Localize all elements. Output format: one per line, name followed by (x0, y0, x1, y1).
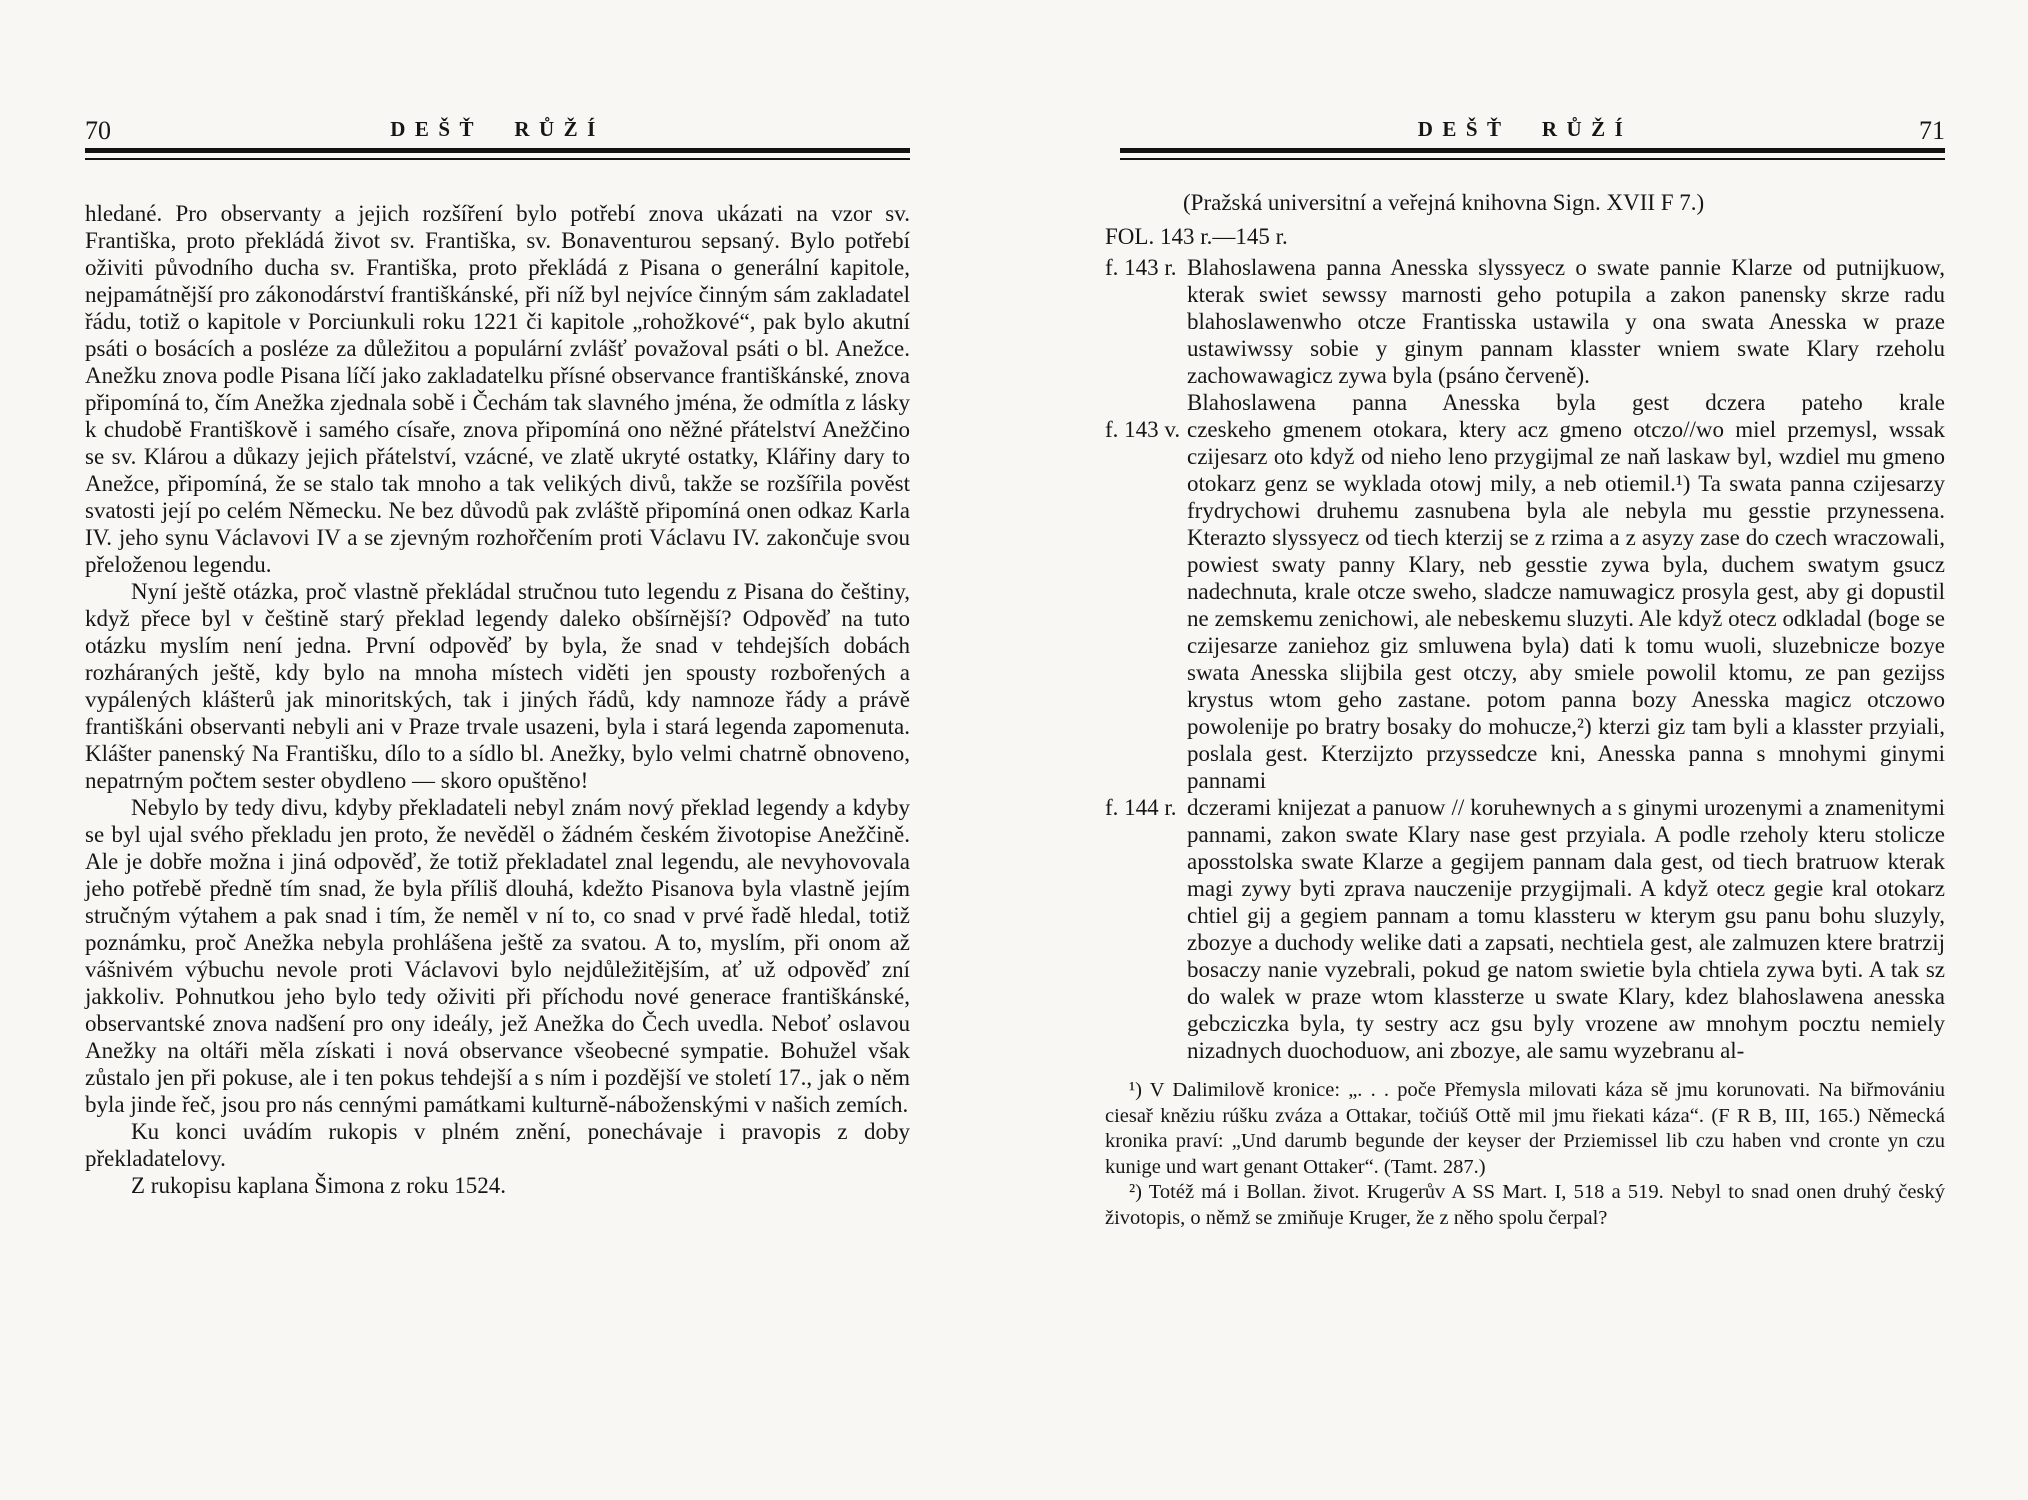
left-header-rule-thick (85, 148, 910, 153)
folio-entry-text: czeskeho gmenem otokara, ktery acz gmeno otczo//wo miel przemysl, wssak czijesarz oto když od nieho leno przygijmal ze naň laskaw byl, wzdiel mu gmeno otokarz genz se wyklada otowj mily, a neb otiemil.¹) Ta swata panna czijesarzy frydrychowi druhemu zasnubena byla ale nebyla mu gesstie przynessena. Kterazto slyssyecz od tiech kterzij se z rzima a z asyzy zase do czech wraczowali, powiest swaty panny Klary, neb gesstie zywa byla, duchem swatym gsucz nadechnuta, krale otcze sweho, sladcze namuwagicz prosyla gest, aby gi dopustil ne zemskemu zenichowi, ale nebeskemu sluzyti. Ale když otecz odkladal (boge se czijesarze zaniehoz giz smluwena byla) dati k tomu wuoli, sluzebnicze bozye swata Anesska slijbila gest otczy, aby smiele powolil ktomu, ze pan gezijss krystus wtom geho zastane. potom panna bozy Anesska magicz otczowo powolenije po bratry bosaky do mohucze,²) kterzi giz tam byli a klasster przyiali, poslala gest. Kterzijzto przyssedcze kni, Anesska panna s mnohymi ginymi pannami (1187, 417, 1945, 793)
folio-label: f. 143 r. (1105, 255, 1177, 280)
left-page-number: 70 (85, 116, 111, 145)
left-running-title: DEŠŤ RŮŽÍ (390, 117, 605, 141)
right-running-title: DEŠŤ RŮŽÍ (1417, 117, 1633, 141)
manuscript-source-line: (Pražská universitní a veřejná knihovna Sign. XVII F 7.) (1183, 190, 1705, 215)
paragraph: Ku konci uvádím rukopis v plném znění, ponechávaje i pravopis z doby překladatelovy. (85, 1119, 910, 1171)
left-page-header (85, 100, 910, 148)
folio-entry (1105, 389, 1945, 416)
paragraph: Z rukopisu kaplana Šimona z roku 1524. (131, 1173, 506, 1198)
right-page-header (1105, 100, 1945, 148)
left-page-body (85, 200, 910, 1199)
paragraph: hledané. Pro observanty a jejich rozšíření bylo potřebí znova ukázati na vzor sv. Františka, proto překládá život sv. Františka, sv. Bonaventurou sepsaný. Bylo potřebí oživiti původního ducha sv. Františka, proto překládá z Pisana o generální kapitole, nejpamátnější pro zákonodárství františkánské, při níž byl nejvíce činným sám zakladatel řádu, totiž o kapitole v Porciunkuli roku 1221 či kapitole „rohožkové“, pak bylo akutní psáti o bosácích a posléze za důležitou a populární zvlášť považoval psáti o bl. Anežce. Anežku znova podle Pisana líčí jako zakladatelku přísné observance františkánské, znova připomíná to, čím Anežka zjednala sobě i Čechám tak slavného jména, že odmítla z lásky k chudobě Františkově i samého císaře, znova připomíná ono něžné přátelství Anežčino se sv. Klárou a důkazy jejich přátelství, vzácné, ve zlatě ukryté ostatky, Klářiny dary to Anežce, připomíná, že se stalo tak mnoho a tak velikých divů, takže se rozšířila pověst svatosti její po celém Německu. Ne bez důvodů pak zvláště připomíná onen odkaz Karla IV. jeho synu Václavovi IV a se zjevným rozhořčením proti Václavu IV. zakončuje svou přeloženou legendu. (85, 201, 910, 577)
folio-label: f. 143 v. (1105, 417, 1181, 442)
folio-entry (1105, 794, 1945, 1064)
page-left (85, 100, 910, 1199)
left-header-rule-thin (85, 158, 910, 160)
folio-range-line: FOL. 143 r.—145 r. (1105, 224, 1288, 249)
page-right (1105, 100, 1945, 1231)
right-page-number: 71 (1919, 116, 1945, 145)
footnotes-block (1105, 1078, 1945, 1231)
paragraph: Nyní ještě otázka, proč vlastně překládal stručnou tuto legendu z Pisana do češtiny, když přece byl v češtině starý překlad legendy daleko obšírnější? Odpověď na tuto otázku myslím není jedna. První odpověď by byla, že snad v tehdejších dobách rozháraných ještě, kdy bylo na mnoha místech viděti jen spousty rozbořených a vypálených klášterů jak minoritských, tak i jiných řádů, kdy namnoze řády a právě františkáni observanti nebyli ani v Praze trvale usazeni, byla i stará legenda zapomenuta. Klášter panenský Na Františku, dílo to a sídlo bl. Anežky, bylo velmi chatrně obnoveno, nepatrným počtem sester obydleno — skoro opuštěno! (85, 579, 910, 793)
folio-entry-text: Blahoslawena panna Anesska slyssyecz o swate pannie Klarze od putnijkuow, kterak swiet sewssy marnosti geho potupila a zakon panensky skrze radu blahoslawenwho otcze Frantisska ustawila y ona swata Anesska w praze ustawiwssy sobie y ginym pannam klasster wniem swate Klary rzeholu zachowawagicz zywa byla (psáno červeně). (1187, 255, 1945, 388)
folio-entry-text: dczerami knijezat a panuow // koruhewnych a s ginymi urozenymi a znamenitymi pannami, zakon swate Klary nase gest przyiala. A podle rzeholy kteru stolicze aposstolska swate Klarze a gegijem pannam dala gest, od tiech bratruow kterak magi zywy byti zprava nauczenije przygijmali. A když otecz gegie kral otokarz chtiel gij a gegiem pannam a tomu klassteru w kterym gsu panu bohu sluzyly, zbozye a duchody welike dati a zapsati, nechtiela gest, ale zalmuzen ktere bratrzij bosaczy nanie vyzebrali, pokud ge natom swietie byla chtiela zywa byti. A tak sz do walek w praze wtom klassterze u swate Klary, kdez blahoslawena anesska gebcziczka byla, ty sestry acz gsu byly vrozene aw mnohym pocztu nemiely nizadnych duochoduow, ani zbozye, ale samu wyzebranu al- (1187, 795, 1945, 1063)
folio-entry (1105, 416, 1945, 794)
folio-entry (1105, 254, 1945, 389)
footnote: ¹) V Dalimilově kronice: „. . . poče Přemysla milovati káza sě jmu korunovati. Na biřmovániu ciesař kněziu rúšku zváza a Ottakar, točiúš Ottě mil jmu řiekati káza“. (F R B, III, 165.) Německá kronika praví: „Und darumb begunde der keyser der Prziemissel lib czu haben vnd cronte yn czu kunige und wart genant Ottaker“. (Tamt. 287.) (1105, 1079, 1945, 1178)
right-header-rule-thick (1120, 148, 1945, 153)
folio-label (1105, 389, 1187, 416)
footnote: ²) Totéž má i Bollan. život. Krugerův A SS Mart. I, 518 a 519. Nebyl to snad onen druhý český životopis, o němž se zmiňuje Kruger, že z něho spolu čerpal? (1105, 1181, 1945, 1229)
folio-label: f. 144 r. (1105, 795, 1177, 820)
paragraph: Nebylo by tedy divu, kdyby překladateli nebyl znám nový překlad legendy a kdyby se byl ujal svého překladu jen proto, že nevěděl o žádném českém životopise Anežčině. Ale je dobře možna i jiná odpověď, že totiž překladatel znal legendu, ale nevyhovovala jeho potřebě předně tím snad, že byla příliš dlouhá, kdežto Pisanova byla vlastně jejím stručným výtahem a pak snad i tím, že neměl v ní to, co snad v prvé řadě hledal, totiž poznámku, proč Anežka nebyla prohlášena ještě za svatou. A to, myslím, při onom až vášnivém výbuchu nevole proti Václavovi bylo nejdůležitějším, ať už odpověď zní jakkoliv. Pohnutkou jeho bylo tedy oživiti při příchodu nové generace františkánské, observantské znova nadšení pro ony ideály, jež Anežka do Čech uvedla. Neboť oslavou Anežky na oltáři měla získati i nová observance všeobecné sympatie. Bohužel však zůstalo jen při pokuse, ale i ten pokus tehdejší a s ním i pozdější ve století 17., jak o něm byla jinde řeč, jsou pro nás cennými památkami kulturně-náboženskými v našich zemích. (85, 795, 910, 1117)
folio-entry-text: Blahoslawena panna Anesska byla gest dczera pateho krale (1187, 390, 1945, 415)
right-header-rule-thin (1120, 158, 1945, 160)
